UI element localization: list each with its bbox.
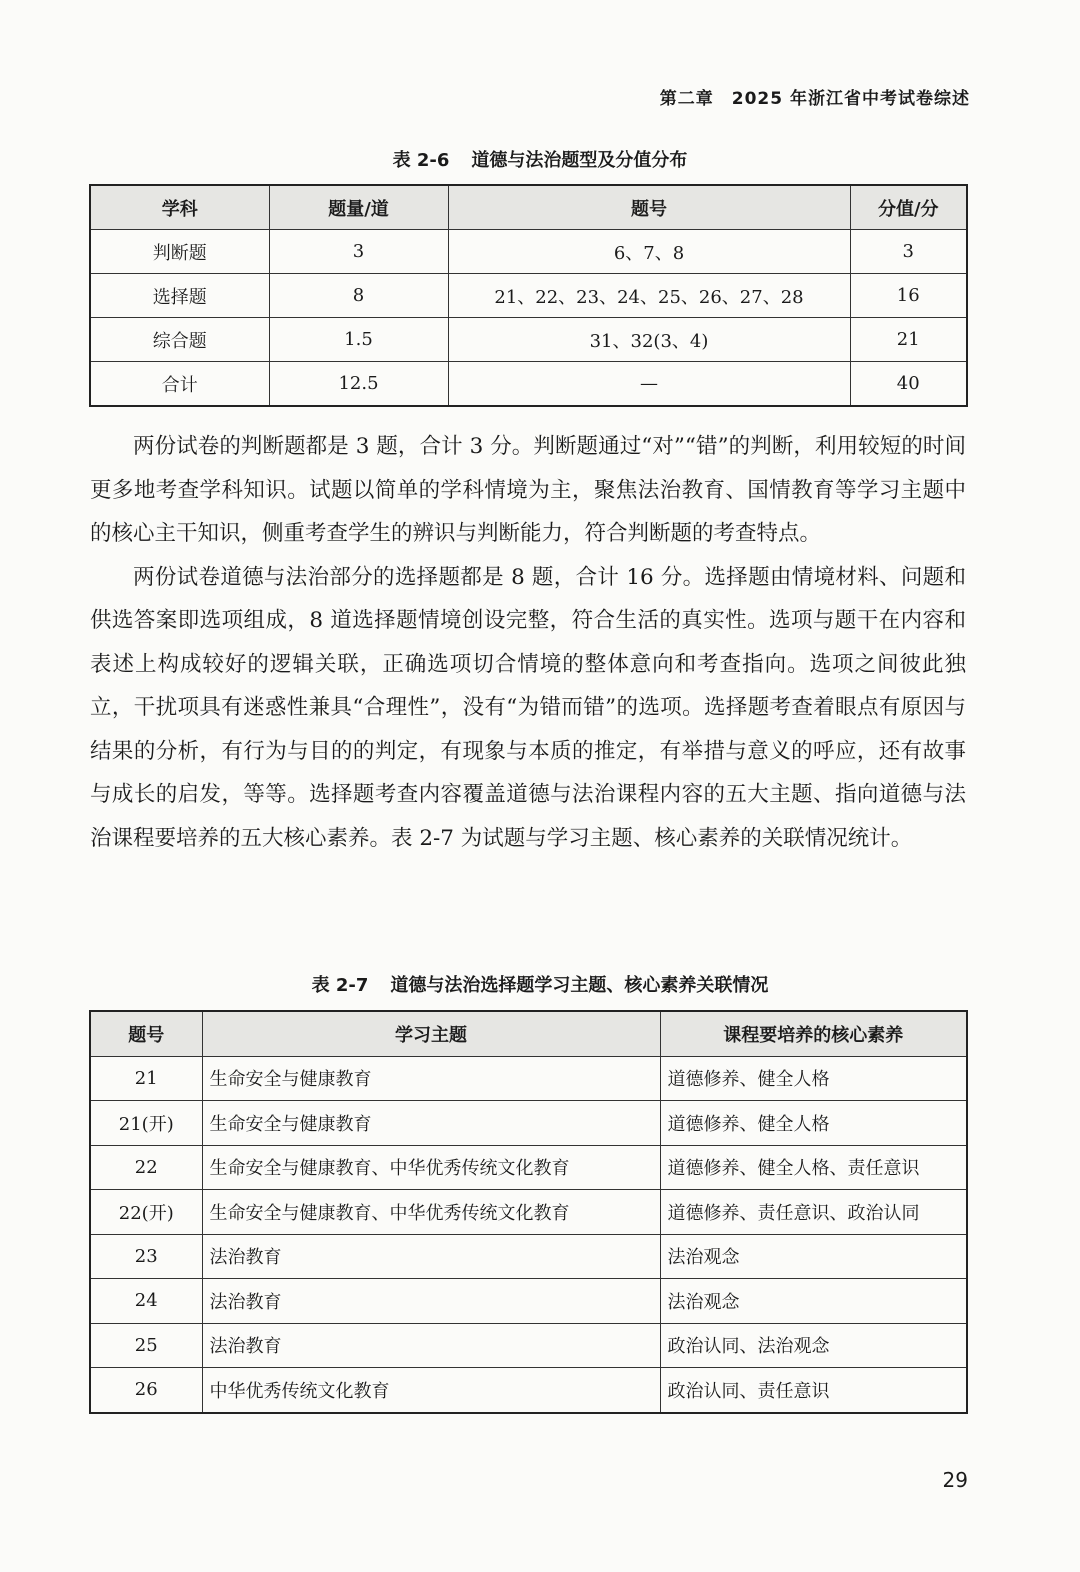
column-header: 题量/道	[269, 185, 448, 230]
table-cell: 3	[850, 230, 967, 274]
column-header: 课程要培养的核心素养	[660, 1011, 967, 1056]
table-cell: 生命安全与健康教育、中华优秀传统文化教育	[202, 1190, 660, 1235]
table-2-6-number: 表 2-6	[392, 150, 450, 171]
table-cell: 法治教育	[202, 1279, 660, 1324]
table-cell: 道德修养、健全人格	[660, 1101, 967, 1146]
table-row	[90, 362, 967, 407]
table-cell: 法治观念	[660, 1279, 967, 1324]
table-cell: 道德修养、健全人格、责任意识	[660, 1145, 967, 1190]
table-cell: 6、7、8	[448, 230, 850, 274]
table-cell: 中华优秀传统文化教育	[202, 1368, 660, 1413]
body-text	[90, 425, 966, 860]
table-2-6-caption	[0, 146, 1080, 172]
table-row	[90, 1279, 967, 1324]
column-header: 分值/分	[850, 185, 967, 230]
table-cell: 40	[850, 362, 967, 407]
page-number: 29	[942, 1468, 968, 1492]
column-header: 题号	[90, 1011, 202, 1056]
table-row	[90, 1056, 967, 1101]
table-cell: 法治观念	[660, 1234, 967, 1279]
table-cell: 23	[90, 1234, 202, 1279]
table-row	[90, 1323, 967, 1368]
column-header: 学习主题	[202, 1011, 660, 1056]
table-row	[90, 1368, 967, 1413]
table-cell: 21、22、23、24、25、26、27、28	[448, 274, 850, 318]
table-cell: 25	[90, 1323, 202, 1368]
table-cell: 26	[90, 1368, 202, 1413]
table-cell: 3	[269, 230, 448, 274]
table-cell: 生命安全与健康教育	[202, 1101, 660, 1146]
table-cell: 21	[90, 1056, 202, 1101]
table-row	[90, 318, 967, 362]
table-cell: 判断题	[90, 230, 269, 274]
table-row	[90, 230, 967, 274]
table-row	[90, 1190, 967, 1235]
table-cell: 合计	[90, 362, 269, 407]
table-cell: 8	[269, 274, 448, 318]
table-row	[90, 274, 967, 318]
table-2-6-title: 道德与法治题型及分值分布	[471, 150, 688, 171]
table-cell: 16	[850, 274, 967, 318]
table-cell: —	[448, 362, 850, 407]
table-cell: 21(开)	[90, 1101, 202, 1146]
table-cell: 22(开)	[90, 1190, 202, 1235]
table-cell: 31、32(3、4)	[448, 318, 850, 362]
table-cell: 生命安全与健康教育、中华优秀传统文化教育	[202, 1145, 660, 1190]
table-cell: 24	[90, 1279, 202, 1324]
table-header-row	[90, 185, 967, 230]
column-header: 学科	[90, 185, 269, 230]
table-cell: 22	[90, 1145, 202, 1190]
paragraph: 两份试卷道德与法治部分的选择题都是 8 题，合计 16 分。选择题由情境材料、问题和供选答案即选项组成，8 道选择题情境创设完整，符合生活的真实性。选项与题干在内容和表述上构成较好的逻辑关联，正确选项切合情境的整体意向和考查指向。选项之间彼此独立，干扰项具有迷惑性兼具“合理性”，没有“为错而错”的选项。选择题考查着眼点有原因与结果的分析，有行为与目的的判定，有现象与本质的推定，有举措与意义的呼应，还有故事与成长的启发，等等。选择题考查内容覆盖道德与法治课程内容的五大主题、指向道德与法治课程要培养的五大核心素养。表 2-7 为试题与学习主题、核心素养的关联情况统计。	[90, 564, 966, 851]
table-row	[90, 1234, 967, 1279]
table-2-7-title: 道德与法治选择题学习主题、核心素养关联情况	[390, 975, 769, 996]
table-cell: 生命安全与健康教育	[202, 1056, 660, 1101]
table-header-row	[90, 1011, 967, 1056]
table-2-7-number: 表 2-7	[311, 975, 369, 996]
running-head: 第二章 2025 年浙江省中考试卷综述	[659, 89, 970, 109]
column-header: 题号	[448, 185, 850, 230]
table-cell: 21	[850, 318, 967, 362]
table-cell: 12.5	[269, 362, 448, 407]
paragraph: 两份试卷的判断题都是 3 题，合计 3 分。判断题通过“对”“错”的判断，利用较短的时间更多地考查学科知识。试题以简单的学科情境为主，聚焦法治教育、国情教育等学习主题中的核心主干知识，侧重考查学生的辨识与判断能力，符合判断题的考查特点。	[90, 434, 966, 546]
table-2-7	[89, 1010, 968, 1414]
table-row	[90, 1145, 967, 1190]
table-cell: 选择题	[90, 274, 269, 318]
table-2-7-caption	[0, 971, 1080, 997]
table-cell: 法治教育	[202, 1323, 660, 1368]
table-cell: 1.5	[269, 318, 448, 362]
table-cell: 道德修养、责任意识、政治认同	[660, 1190, 967, 1235]
table-cell: 政治认同、法治观念	[660, 1323, 967, 1368]
table-cell: 法治教育	[202, 1234, 660, 1279]
table-cell: 综合题	[90, 318, 269, 362]
table-cell: 政治认同、责任意识	[660, 1368, 967, 1413]
table-cell: 道德修养、健全人格	[660, 1056, 967, 1101]
table-row	[90, 1101, 967, 1146]
table-2-6	[89, 184, 968, 407]
